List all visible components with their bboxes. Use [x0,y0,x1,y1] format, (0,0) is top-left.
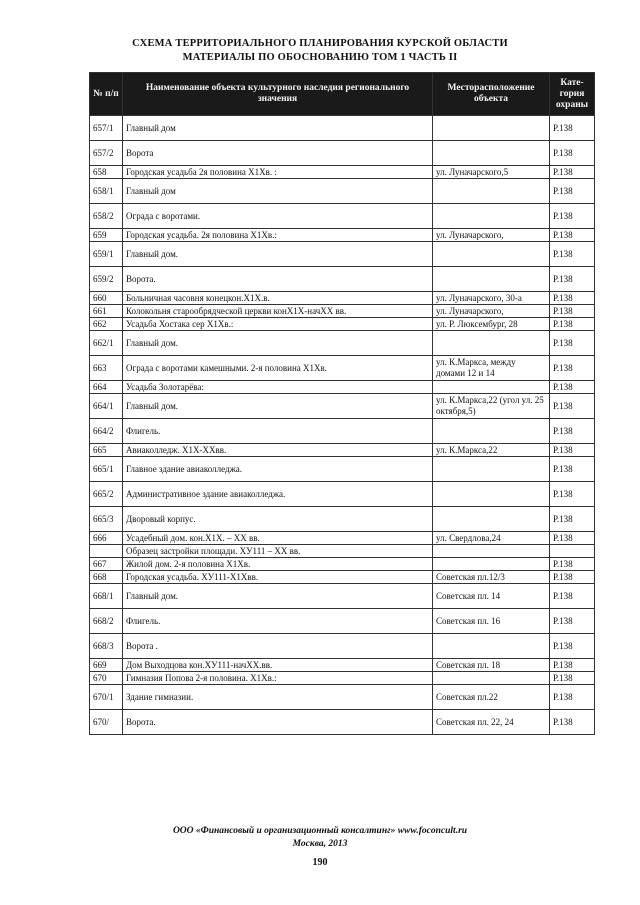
document-title: СХЕМА ТЕРРИТОРИАЛЬНОГО ПЛАНИРОВАНИЯ КУРСКОЙ ОБЛАСТИ [132,38,508,49]
row-number: 670 [90,672,123,685]
row-number: 662/1 [90,331,123,356]
row-category: Р.138 [550,267,595,292]
row-number: 668/1 [90,584,123,609]
row-object-name: Ограда с воротами камешными. 2-я половина Х1Хв. [123,356,433,381]
row-location: Советская пл. 22, 24 [433,710,550,735]
table-row [90,558,595,571]
row-location: Советская пл. 18 [433,659,550,672]
row-object-name: Ворота. [123,710,433,735]
table-row [90,457,595,482]
row-location: ул. К.Маркса,22 [433,444,550,457]
row-location [433,331,550,356]
row-category: Р.138 [550,394,595,419]
row-location [433,545,550,558]
row-number [90,545,123,558]
table-row [90,419,595,444]
table-row [90,659,595,672]
column-header-num: № п/п [90,73,123,116]
row-number: 660 [90,292,123,305]
row-category: Р.138 [550,507,595,532]
row-location: ул. К.Маркса,22 (угол ул. 25 октября,5) [433,394,550,419]
row-object-name: Флигель. [123,609,433,634]
row-object-name: Главный дом [123,116,433,141]
row-category: Р.138 [550,318,595,331]
table-row [90,356,595,381]
table-row [90,116,595,141]
row-location [433,419,550,444]
table-row [90,394,595,419]
row-number: 665/3 [90,507,123,532]
row-object-name: Главное здание авиаколледжа. [123,457,433,482]
row-category: Р.138 [550,457,595,482]
heritage-objects-table [89,72,595,735]
row-number: 664 [90,381,123,394]
row-number: 665 [90,444,123,457]
row-object-name: Главный дом [123,179,433,204]
row-number: 670/1 [90,685,123,710]
row-object-name: Усадебный дом. кон.Х1Х. – ХХ вв. [123,532,433,545]
row-number: 665/2 [90,482,123,507]
table-row [90,672,595,685]
row-object-name: Жилой дом. 2-я половина Х1Хв. [123,558,433,571]
row-category: Р.138 [550,609,595,634]
row-object-name: Гимназия Попова 2-я половина. Х1Хв.: [123,672,433,685]
table-row [90,482,595,507]
row-object-name: Административное здание авиаколледжа. [123,482,433,507]
row-object-name: Городская усадьба 2я половина Х1Хв. : [123,166,433,179]
row-number: 664/1 [90,394,123,419]
row-object-name: Дворовый корпус. [123,507,433,532]
table-row [90,685,595,710]
table-header-row [90,73,595,116]
row-number: 662 [90,318,123,331]
row-number: 667 [90,558,123,571]
row-category: Р.138 [550,116,595,141]
page-number: 190 [312,857,328,868]
row-location [433,672,550,685]
footer-company: ООО «Финансовый и организационный консалтинг» www.foconcult.ru [172,826,468,836]
table-row [90,305,595,318]
row-object-name: Образец застройки площади. ХУ111 – ХХ вв. [123,545,433,558]
row-category: Р.138 [550,331,595,356]
row-location: ул. Луначарского, [433,305,550,318]
row-location: Советская пл.12/3 [433,571,550,584]
row-number: 658/1 [90,179,123,204]
row-category: Р.138 [550,242,595,267]
row-number: 665/1 [90,457,123,482]
table-row [90,166,595,179]
row-object-name: Дом Выходцова кон.ХУ111-начХХ.вв. [123,659,433,672]
column-header-category: Кате-гория охраны [550,73,595,116]
row-category: Р.138 [550,166,595,179]
row-category: Р.138 [550,141,595,166]
row-location: ул. Луначарского, [433,229,550,242]
row-category: Р.138 [550,482,595,507]
row-object-name: Ворота. [123,267,433,292]
row-object-name: Ограда с воротами. [123,204,433,229]
row-category: Р.138 [550,584,595,609]
row-object-name: Главный дом. [123,331,433,356]
row-location: ул. К.Маркса, между домами 12 и 14 [433,356,550,381]
row-object-name: Ворота . [123,634,433,659]
table-row [90,634,595,659]
table-row [90,507,595,532]
row-location: ул. Луначарского,5 [433,166,550,179]
row-category [550,545,595,558]
row-number: 668/2 [90,609,123,634]
table-row [90,444,595,457]
row-location: ул. Луначарского, 30-а [433,292,550,305]
row-location [433,558,550,571]
row-number: 657/1 [90,116,123,141]
column-header-name: Наименование объекта культурного наследия регионального значения [123,73,433,116]
row-category: Р.138 [550,659,595,672]
row-location: ул. Свердлова,24 [433,532,550,545]
row-number: 659/2 [90,267,123,292]
table-row [90,292,595,305]
row-object-name: Здание гимназии. [123,685,433,710]
row-category: Р.138 [550,419,595,444]
row-number: 668 [90,571,123,584]
row-category: Р.138 [550,634,595,659]
row-category: Р.138 [550,532,595,545]
table-row [90,267,595,292]
table-body [90,116,595,735]
row-category: Р.138 [550,356,595,381]
row-object-name: Усадьба Золотарёва: [123,381,433,394]
row-number: 659/1 [90,242,123,267]
table-row [90,318,595,331]
row-object-name: Ворота [123,141,433,166]
row-object-name: Колокольня старообрядческой церкви конХ1Х-начХХ вв. [123,305,433,318]
footer-city-year: Москва, 2013 [292,839,348,849]
row-number: 670/ [90,710,123,735]
row-number: 658 [90,166,123,179]
row-category: Р.138 [550,229,595,242]
row-object-name: Главный дом. [123,394,433,419]
table-row [90,571,595,584]
row-object-name: Городская усадьба. 2я половина Х1Хв.: [123,229,433,242]
row-location [433,507,550,532]
table-row [90,584,595,609]
row-number: 669 [90,659,123,672]
row-number: 664/2 [90,419,123,444]
row-object-name: Главный дом. [123,242,433,267]
table-row [90,141,595,166]
row-category: Р.138 [550,444,595,457]
row-location [433,179,550,204]
row-category: Р.138 [550,685,595,710]
row-location [433,267,550,292]
row-location [433,482,550,507]
row-category: Р.138 [550,292,595,305]
row-object-name: Усадьба Хостака сер Х1Хв.: [123,318,433,331]
row-location [433,141,550,166]
row-object-name: Главный дом. [123,584,433,609]
row-category: Р.138 [550,710,595,735]
row-location [433,116,550,141]
row-number: 658/2 [90,204,123,229]
row-location: Советская пл.22 [433,685,550,710]
row-category: Р.138 [550,381,595,394]
table-row [90,609,595,634]
row-category: Р.138 [550,558,595,571]
table-row [90,331,595,356]
row-location [433,457,550,482]
document-subtitle: МАТЕРИАЛЫ ПО ОБОСНОВАНИЮ ТОМ 1 ЧАСТЬ II [182,52,458,63]
row-category: Р.138 [550,672,595,685]
row-category: Р.138 [550,204,595,229]
table-row [90,204,595,229]
row-number: 663 [90,356,123,381]
row-location: ул. Р. Люксембург, 28 [433,318,550,331]
table-row [90,710,595,735]
table-row [90,229,595,242]
table-row [90,545,595,558]
row-object-name: Флигель. [123,419,433,444]
row-location: Советская пл. 16 [433,609,550,634]
row-object-name: Авиаколледж. Х1Х-ХХвв. [123,444,433,457]
row-category: Р.138 [550,179,595,204]
row-location: Советская пл. 14 [433,584,550,609]
row-location [433,634,550,659]
column-header-location: Месторасположение объекта [433,73,550,116]
row-number: 666 [90,532,123,545]
row-location [433,204,550,229]
table-row [90,179,595,204]
row-object-name: Больничная часовня конецкон.Х1Х.в. [123,292,433,305]
table-row [90,381,595,394]
row-number: 657/2 [90,141,123,166]
row-number: 668/3 [90,634,123,659]
table-row [90,532,595,545]
row-object-name: Городская усадьба. ХУ111-Х1Хвв. [123,571,433,584]
row-number: 661 [90,305,123,318]
table-row [90,242,595,267]
row-number: 659 [90,229,123,242]
row-category: Р.138 [550,305,595,318]
row-category: Р.138 [550,571,595,584]
row-location [433,381,550,394]
row-location [433,242,550,267]
